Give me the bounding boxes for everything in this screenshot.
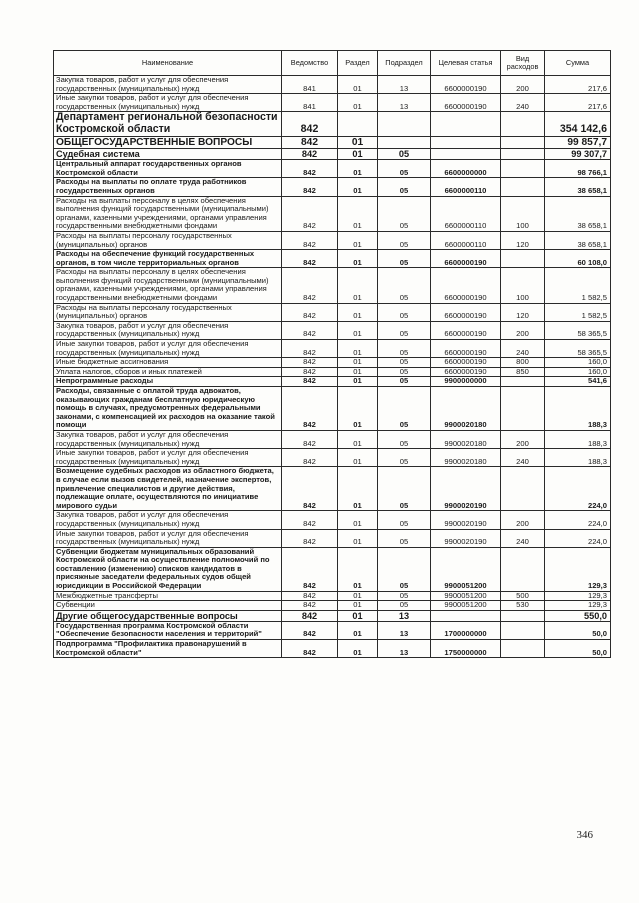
- cell-podrazdel: 13: [378, 94, 431, 112]
- cell-expense-type: [501, 547, 545, 591]
- cell-vedomstvo: 842: [282, 112, 338, 137]
- cell-name: Расходы на выплаты персоналу в целях обеспечения выполнения функций государственными (муниципальными) органами, казенными учреждениями, органами управления государственными внебюджетными фондами: [54, 196, 282, 231]
- cell-name: Субвенции бюджетам муниципальных образований Костромской области на осуществление полномочий по составлению (изменению) списков кандидатов в присяжные заседатели федеральных судов общей юрисдикции в Российской Федерации: [54, 547, 282, 591]
- cell-podrazdel: [378, 112, 431, 137]
- cell-podrazdel: 05: [378, 511, 431, 529]
- table-row: [54, 610, 611, 621]
- cell-vedomstvo: 842: [282, 547, 338, 591]
- cell-name: Иные закупки товаров, работ и услуг для обеспечения государственных (муниципальных) нужд: [54, 449, 282, 467]
- cell-name: Подпрограмма "Профилактика правонарушений в Костромской области": [54, 640, 282, 658]
- cell-target-article: 6600000110: [431, 231, 501, 249]
- table-row: [54, 449, 611, 467]
- cell-expense-type: 850: [501, 367, 545, 377]
- cell-sum: 129,3: [545, 591, 611, 601]
- cell-razdel: 01: [338, 529, 378, 547]
- cell-podrazdel: 05: [378, 601, 431, 611]
- cell-vedomstvo: 842: [282, 340, 338, 358]
- header-name: Наименование: [54, 51, 282, 76]
- table-row: [54, 387, 611, 431]
- cell-sum: 99 307,7: [545, 149, 611, 160]
- table-row: [54, 112, 611, 137]
- cell-razdel: 01: [338, 430, 378, 448]
- page-number: 346: [576, 829, 593, 841]
- cell-expense-type: 240: [501, 449, 545, 467]
- header-sum: Сумма: [545, 51, 611, 76]
- cell-razdel: 01: [338, 610, 378, 621]
- cell-sum: 98 766,1: [545, 160, 611, 178]
- cell-razdel: 01: [338, 467, 378, 511]
- cell-podrazdel: 05: [378, 321, 431, 339]
- cell-target-article: 9900020190: [431, 467, 501, 511]
- cell-name: Расходы, связанные с оплатой труда адвокатов, оказывающих гражданам бесплатную юридическую помощь в случаях, предусмотренных федеральными законами, с компенсацией их расходов на оказание такой помощи: [54, 387, 282, 431]
- cell-razdel: [338, 112, 378, 137]
- cell-expense-type: 200: [501, 511, 545, 529]
- cell-target-article: 9900051200: [431, 601, 501, 611]
- cell-podrazdel: 05: [378, 377, 431, 387]
- cell-expense-type: [501, 610, 545, 621]
- cell-razdel: 01: [338, 268, 378, 303]
- cell-razdel: 01: [338, 547, 378, 591]
- table-row: [54, 601, 611, 611]
- cell-expense-type: 100: [501, 196, 545, 231]
- cell-podrazdel: 05: [378, 303, 431, 321]
- cell-expense-type: 500: [501, 591, 545, 601]
- cell-target-article: 9900020180: [431, 430, 501, 448]
- cell-sum: 188,3: [545, 387, 611, 431]
- cell-target-article: 6600000190: [431, 250, 501, 268]
- cell-vedomstvo: 842: [282, 136, 338, 148]
- cell-expense-type: 240: [501, 340, 545, 358]
- cell-vedomstvo: 842: [282, 610, 338, 621]
- table-row: [54, 303, 611, 321]
- table-row: [54, 640, 611, 658]
- cell-podrazdel: 05: [378, 149, 431, 160]
- cell-podrazdel: 05: [378, 268, 431, 303]
- cell-podrazdel: 05: [378, 340, 431, 358]
- cell-podrazdel: 05: [378, 449, 431, 467]
- cell-expense-type: [501, 112, 545, 137]
- table-header: [54, 51, 611, 76]
- header-vedomstvo: Ведомство: [282, 51, 338, 76]
- cell-razdel: 01: [338, 621, 378, 639]
- cell-name: Иные закупки товаров, работ и услуг для обеспечения государственных (муниципальных) нужд: [54, 529, 282, 547]
- cell-name: Иные закупки товаров, работ и услуг для обеспечения государственных (муниципальных) нужд: [54, 94, 282, 112]
- cell-podrazdel: 05: [378, 367, 431, 377]
- cell-expense-type: [501, 387, 545, 431]
- cell-target-article: 9900051200: [431, 547, 501, 591]
- cell-name: Иные закупки товаров, работ и услуг для обеспечения государственных (муниципальных) нужд: [54, 340, 282, 358]
- cell-vedomstvo: 842: [282, 511, 338, 529]
- table-row: [54, 268, 611, 303]
- cell-name: ОБЩЕГОСУДАРСТВЕННЫЕ ВОПРОСЫ: [54, 136, 282, 148]
- cell-expense-type: 200: [501, 430, 545, 448]
- cell-vedomstvo: 842: [282, 358, 338, 368]
- cell-vedomstvo: 842: [282, 149, 338, 160]
- table-row: [54, 547, 611, 591]
- cell-razdel: 01: [338, 449, 378, 467]
- cell-podrazdel: 13: [378, 76, 431, 94]
- cell-name: Закупка товаров, работ и услуг для обеспечения государственных (муниципальных) нужд: [54, 321, 282, 339]
- table-row: [54, 136, 611, 148]
- table-row: [54, 621, 611, 639]
- table-row: [54, 511, 611, 529]
- cell-expense-type: 120: [501, 303, 545, 321]
- cell-podrazdel: 05: [378, 430, 431, 448]
- cell-expense-type: [501, 160, 545, 178]
- cell-razdel: 01: [338, 136, 378, 148]
- table-row: [54, 76, 611, 94]
- cell-name: Закупка товаров, работ и услуг для обеспечения государственных (муниципальных) нужд: [54, 76, 282, 94]
- cell-razdel: 01: [338, 231, 378, 249]
- cell-razdel: 01: [338, 640, 378, 658]
- cell-target-article: 1700000000: [431, 621, 501, 639]
- cell-vedomstvo: 842: [282, 601, 338, 611]
- cell-sum: 217,6: [545, 94, 611, 112]
- cell-expense-type: 800: [501, 358, 545, 368]
- cell-vedomstvo: 842: [282, 529, 338, 547]
- cell-razdel: 01: [338, 303, 378, 321]
- cell-podrazdel: 05: [378, 467, 431, 511]
- cell-vedomstvo: 842: [282, 250, 338, 268]
- cell-name: Иные бюджетные ассигнования: [54, 358, 282, 368]
- cell-vedomstvo: 842: [282, 178, 338, 196]
- cell-name: Другие общегосударственные вопросы: [54, 610, 282, 621]
- cell-vedomstvo: 842: [282, 231, 338, 249]
- cell-sum: 50,0: [545, 640, 611, 658]
- cell-sum: 38 658,1: [545, 231, 611, 249]
- cell-sum: 224,0: [545, 467, 611, 511]
- cell-vedomstvo: 842: [282, 430, 338, 448]
- cell-vedomstvo: 841: [282, 94, 338, 112]
- cell-sum: 1 582,5: [545, 268, 611, 303]
- header-target-article: Целевая статья: [431, 51, 501, 76]
- cell-target-article: [431, 610, 501, 621]
- cell-name: Расходы на обеспечение функций государственных органов, в том числе территориальных органов: [54, 250, 282, 268]
- cell-sum: 99 857,7: [545, 136, 611, 148]
- cell-expense-type: 240: [501, 529, 545, 547]
- cell-sum: 550,0: [545, 610, 611, 621]
- cell-expense-type: 200: [501, 321, 545, 339]
- table-row: [54, 231, 611, 249]
- cell-sum: 354 142,6: [545, 112, 611, 137]
- cell-expense-type: [501, 149, 545, 160]
- cell-podrazdel: 13: [378, 640, 431, 658]
- header-podrazdel: Подраздел: [378, 51, 431, 76]
- table-row: [54, 467, 611, 511]
- cell-target-article: 9900020180: [431, 449, 501, 467]
- cell-name: Расходы на выплаты персоналу государственных (муниципальных) органов: [54, 231, 282, 249]
- budget-table: [53, 50, 611, 658]
- cell-vedomstvo: 842: [282, 449, 338, 467]
- cell-razdel: 01: [338, 76, 378, 94]
- cell-sum: 541,6: [545, 377, 611, 387]
- cell-expense-type: 530: [501, 601, 545, 611]
- cell-sum: 58 365,5: [545, 340, 611, 358]
- cell-vedomstvo: 842: [282, 621, 338, 639]
- table-row: [54, 430, 611, 448]
- cell-vedomstvo: 842: [282, 640, 338, 658]
- cell-sum: 217,6: [545, 76, 611, 94]
- cell-target-article: 1750000000: [431, 640, 501, 658]
- table-body: [54, 76, 611, 658]
- cell-name: Межбюджетные трансферты: [54, 591, 282, 601]
- table-row: [54, 196, 611, 231]
- cell-target-article: 6600000110: [431, 196, 501, 231]
- cell-vedomstvo: 842: [282, 196, 338, 231]
- cell-razdel: 01: [338, 511, 378, 529]
- table-row: [54, 250, 611, 268]
- cell-vedomstvo: 842: [282, 321, 338, 339]
- cell-razdel: 01: [338, 196, 378, 231]
- cell-podrazdel: 05: [378, 250, 431, 268]
- table-row: [54, 529, 611, 547]
- cell-target-article: 9900000000: [431, 377, 501, 387]
- cell-podrazdel: 05: [378, 160, 431, 178]
- cell-razdel: 01: [338, 160, 378, 178]
- cell-name: Уплата налогов, сборов и иных платежей: [54, 367, 282, 377]
- cell-target-article: [431, 149, 501, 160]
- cell-vedomstvo: 842: [282, 377, 338, 387]
- cell-target-article: 6600000110: [431, 178, 501, 196]
- cell-target-article: 6600000190: [431, 76, 501, 94]
- cell-razdel: 01: [338, 340, 378, 358]
- cell-name: Расходы на выплаты персоналу государственных (муниципальных) органов: [54, 303, 282, 321]
- cell-sum: 58 365,5: [545, 321, 611, 339]
- cell-sum: 188,3: [545, 430, 611, 448]
- cell-sum: 1 582,5: [545, 303, 611, 321]
- cell-razdel: 01: [338, 94, 378, 112]
- cell-expense-type: 100: [501, 268, 545, 303]
- table-row: [54, 149, 611, 160]
- table-row: [54, 94, 611, 112]
- cell-target-article: 6600000000: [431, 160, 501, 178]
- cell-expense-type: 120: [501, 231, 545, 249]
- cell-vedomstvo: 842: [282, 160, 338, 178]
- cell-sum: 38 658,1: [545, 178, 611, 196]
- header-razdel: Раздел: [338, 51, 378, 76]
- cell-podrazdel: 05: [378, 547, 431, 591]
- cell-sum: 224,0: [545, 529, 611, 547]
- table-row: [54, 178, 611, 196]
- cell-target-article: 6600000190: [431, 340, 501, 358]
- cell-expense-type: [501, 136, 545, 148]
- cell-target-article: 9900020180: [431, 387, 501, 431]
- cell-razdel: 01: [338, 367, 378, 377]
- header-expense-type: Вид расходов: [501, 51, 545, 76]
- cell-sum: 129,3: [545, 547, 611, 591]
- cell-vedomstvo: 842: [282, 268, 338, 303]
- cell-target-article: [431, 136, 501, 148]
- cell-vedomstvo: 841: [282, 76, 338, 94]
- cell-razdel: 01: [338, 387, 378, 431]
- table-row: [54, 160, 611, 178]
- cell-target-article: 6600000190: [431, 358, 501, 368]
- cell-podrazdel: 05: [378, 529, 431, 547]
- cell-podrazdel: 05: [378, 387, 431, 431]
- cell-target-article: 6600000190: [431, 367, 501, 377]
- cell-name: Закупка товаров, работ и услуг для обеспечения государственных (муниципальных) нужд: [54, 511, 282, 529]
- cell-target-article: [431, 112, 501, 137]
- table-row: [54, 340, 611, 358]
- cell-target-article: 9900020190: [431, 529, 501, 547]
- cell-name: Возмещение судебных расходов из областного бюджета, в случае если вызов свидетелей, назначение экспертов, привлечение специалистов и другие действия, подлежащие оплате, осуществляются по инициативе мирового судьи: [54, 467, 282, 511]
- cell-name: Государственная программа Костромской области "Обеспечение безопасности населения и территорий": [54, 621, 282, 639]
- cell-target-article: 6600000190: [431, 321, 501, 339]
- cell-razdel: 01: [338, 601, 378, 611]
- cell-target-article: 9900020190: [431, 511, 501, 529]
- cell-expense-type: [501, 250, 545, 268]
- cell-name: Судебная система: [54, 149, 282, 160]
- cell-name: Центральный аппарат государственных органов Костромской области: [54, 160, 282, 178]
- cell-vedomstvo: 842: [282, 303, 338, 321]
- cell-target-article: 9900051200: [431, 591, 501, 601]
- cell-sum: 160,0: [545, 358, 611, 368]
- cell-expense-type: [501, 178, 545, 196]
- cell-name: Департамент региональной безопасности Костромской области: [54, 112, 282, 137]
- cell-expense-type: [501, 621, 545, 639]
- cell-razdel: 01: [338, 358, 378, 368]
- cell-expense-type: [501, 377, 545, 387]
- cell-expense-type: [501, 467, 545, 511]
- table-row: [54, 358, 611, 368]
- cell-podrazdel: [378, 136, 431, 148]
- cell-vedomstvo: 842: [282, 387, 338, 431]
- cell-sum: 38 658,1: [545, 196, 611, 231]
- cell-podrazdel: 13: [378, 610, 431, 621]
- cell-target-article: 6600000190: [431, 268, 501, 303]
- cell-podrazdel: 05: [378, 358, 431, 368]
- cell-sum: 160,0: [545, 367, 611, 377]
- header-row: [54, 51, 611, 76]
- cell-target-article: 6600000190: [431, 303, 501, 321]
- cell-name: Расходы на выплаты по оплате труда работников государственных органов: [54, 178, 282, 196]
- cell-podrazdel: 05: [378, 178, 431, 196]
- cell-sum: 188,3: [545, 449, 611, 467]
- cell-sum: 129,3: [545, 601, 611, 611]
- cell-expense-type: [501, 640, 545, 658]
- cell-podrazdel: 05: [378, 591, 431, 601]
- cell-razdel: 01: [338, 250, 378, 268]
- cell-vedomstvo: 842: [282, 367, 338, 377]
- table-row: [54, 321, 611, 339]
- cell-razdel: 01: [338, 321, 378, 339]
- cell-name: Субвенции: [54, 601, 282, 611]
- cell-name: Закупка товаров, работ и услуг для обеспечения государственных (муниципальных) нужд: [54, 430, 282, 448]
- cell-sum: 50,0: [545, 621, 611, 639]
- cell-name: Расходы на выплаты персоналу в целях обеспечения выполнения функций государственными (муниципальными) органами, казенными учреждениями, органами управления государственными внебюджетными фондами: [54, 268, 282, 303]
- cell-target-article: 6600000190: [431, 94, 501, 112]
- cell-razdel: 01: [338, 377, 378, 387]
- cell-sum: 224,0: [545, 511, 611, 529]
- cell-razdel: 01: [338, 178, 378, 196]
- cell-podrazdel: 13: [378, 621, 431, 639]
- cell-razdel: 01: [338, 149, 378, 160]
- cell-expense-type: 240: [501, 94, 545, 112]
- cell-expense-type: 200: [501, 76, 545, 94]
- cell-podrazdel: 05: [378, 231, 431, 249]
- cell-podrazdel: 05: [378, 196, 431, 231]
- cell-name: Непрограммные расходы: [54, 377, 282, 387]
- cell-sum: 60 108,0: [545, 250, 611, 268]
- cell-razdel: 01: [338, 591, 378, 601]
- cell-vedomstvo: 842: [282, 467, 338, 511]
- cell-vedomstvo: 842: [282, 591, 338, 601]
